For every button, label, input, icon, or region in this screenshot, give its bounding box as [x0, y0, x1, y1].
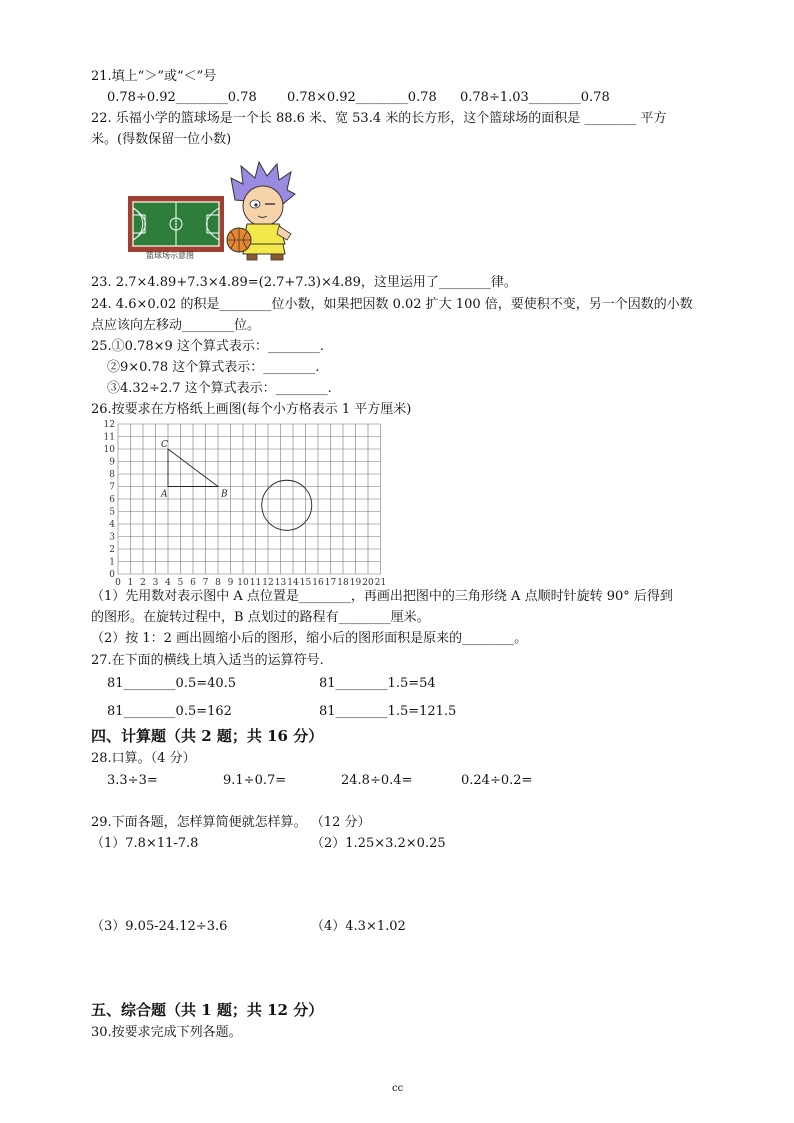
- q26-title: 26.按要求在方格纸上画图(每个小方格表示 1 平方厘米): [91, 402, 412, 417]
- x-tick-label: 17: [324, 578, 337, 588]
- cartoon-boy-basketball-image: [225, 160, 303, 264]
- q21-item-2: 0.78×0.92________0.78: [287, 90, 437, 105]
- y-tick-label: 0: [109, 570, 115, 580]
- x-tick-label: 2: [140, 578, 146, 588]
- q25-line2: ②9×0.78 这个算式表示：________.: [107, 360, 320, 375]
- x-tick-label: 1: [127, 578, 134, 588]
- q26-part1-line1: （1）先用数对表示图中 A 点位置是________，再画出把图中的三角形绕 A 点顺时针旋转 90° 后得到: [91, 589, 673, 604]
- q25-line1: 25.①0.78×9 这个算式表示：________.: [91, 339, 325, 354]
- y-tick-label: 12: [103, 420, 115, 430]
- q25-line3: ③4.32÷2.7 这个算式表示：________.: [107, 381, 332, 396]
- x-tick-label: 12: [262, 578, 274, 588]
- x-tick-label: 11: [249, 578, 262, 588]
- q29-item-1: （1）7.8×11-7.8: [91, 836, 199, 851]
- y-tick-label: 10: [103, 445, 115, 455]
- q24-line1: 24. 4.6×0.02 的积是________位小数，如果把因数 0.02 扩大 100 倍，要使积不变，另一个因数的小数: [91, 297, 693, 312]
- point-label-b: B: [221, 489, 228, 500]
- x-tick-label: 13: [274, 578, 287, 588]
- x-tick-label: 3: [152, 578, 159, 588]
- y-tick-label: 9: [109, 457, 115, 468]
- y-tick-label: 2: [109, 545, 115, 555]
- x-tick-label: 20: [362, 578, 374, 588]
- y-tick-label: 6: [109, 495, 115, 505]
- q28-item-1: 3.3÷3=: [107, 773, 158, 788]
- y-tick-label: 5: [109, 507, 115, 518]
- q27-item-4: 81________1.5=121.5: [319, 704, 457, 719]
- q21-title: 21.填上“＞”或“＜”号: [91, 69, 217, 84]
- q21-item-1: 0.78÷0.92________0.78: [107, 90, 257, 105]
- y-tick-label: 4: [109, 520, 115, 530]
- page-footer: cc: [392, 1083, 404, 1094]
- q28-item-3: 24.8÷0.4=: [341, 773, 413, 788]
- x-tick-label: 9: [227, 578, 234, 588]
- court-caption: 篮球场示意图: [146, 251, 194, 260]
- q28-item-4: 0.24÷0.2=: [461, 773, 533, 788]
- x-tick-label: 10: [237, 578, 249, 588]
- x-tick-label: 8: [215, 578, 221, 588]
- q28-item-2: 9.1÷0.7=: [223, 773, 287, 788]
- section-4-heading: 四、计算题（共 2 题；共 16 分）: [91, 727, 324, 745]
- q22-line1: 22. 乐福小学的篮球场是一个长 88.6 米、宽 53.4 米的长方形，这个篮球场的面积是 ________ 平方: [91, 111, 667, 126]
- q24-line2: 点应该向左移动________位。: [91, 318, 261, 333]
- circle-shape: [262, 480, 312, 530]
- x-tick-label: 7: [202, 578, 209, 588]
- y-tick-label: 7: [109, 482, 115, 493]
- q28-title: 28.口算。（4 分）: [91, 751, 196, 766]
- x-tick-label: 16: [312, 578, 324, 588]
- q29-title: 29.下面各题，怎样算简便就怎样算。 （12 分）: [91, 815, 371, 830]
- x-tick-label: 21: [374, 578, 387, 588]
- q29-item-4: （4）4.3×1.02: [311, 919, 406, 934]
- q23-text: 23. 2.7×4.89+7.3×4.89=(2.7+7.3)×4.89，这里运用了________律。: [91, 275, 517, 290]
- q27-item-1: 81________0.5=40.5: [107, 676, 237, 691]
- q29-item-3: （3）9.05-24.12÷3.6: [91, 919, 228, 934]
- q22-line2: 米。(得数保留一位小数): [91, 132, 232, 147]
- basketball-court-image: [128, 196, 224, 252]
- q26-part1-line2: 的图形。在旋转过程中，B 点划过的路程有________厘米。: [91, 610, 430, 625]
- q27-title: 27.在下面的横线上填入适当的运算符号.: [91, 653, 324, 668]
- point-label-a: A: [161, 489, 168, 500]
- x-tick-label: 18: [337, 578, 349, 588]
- y-tick-label: 3: [109, 532, 115, 543]
- x-tick-label: 0: [115, 578, 121, 588]
- point-label-c: C: [161, 440, 168, 450]
- q21-item-3: 0.78÷1.03________0.78: [460, 90, 610, 105]
- x-tick-label: 5: [177, 578, 184, 588]
- x-tick-label: 6: [190, 578, 196, 588]
- section-5-heading: 五、综合题（共 1 题；共 12 分）: [91, 1001, 324, 1019]
- x-tick-label: 4: [165, 578, 171, 588]
- q30-text: 30.按要求完成下列各题。: [91, 1025, 242, 1040]
- x-tick-label: 14: [287, 578, 299, 588]
- x-tick-label: 19: [349, 578, 362, 588]
- q27-item-2: 81________1.5=54: [319, 676, 436, 691]
- q29-item-2: （2）1.25×3.2×0.25: [311, 836, 446, 851]
- y-tick-label: 1: [109, 557, 115, 568]
- x-tick-label: 15: [299, 578, 312, 588]
- q26-part2: （2）按 1：2 画出圆缩小后的图形，缩小后的图形面积是原来的________。: [91, 631, 528, 646]
- q27-item-3: 81________0.5=162: [107, 704, 232, 719]
- graph-paper-grid: [100, 420, 387, 588]
- y-tick-label: 8: [109, 470, 115, 480]
- y-tick-label: 11: [103, 432, 115, 443]
